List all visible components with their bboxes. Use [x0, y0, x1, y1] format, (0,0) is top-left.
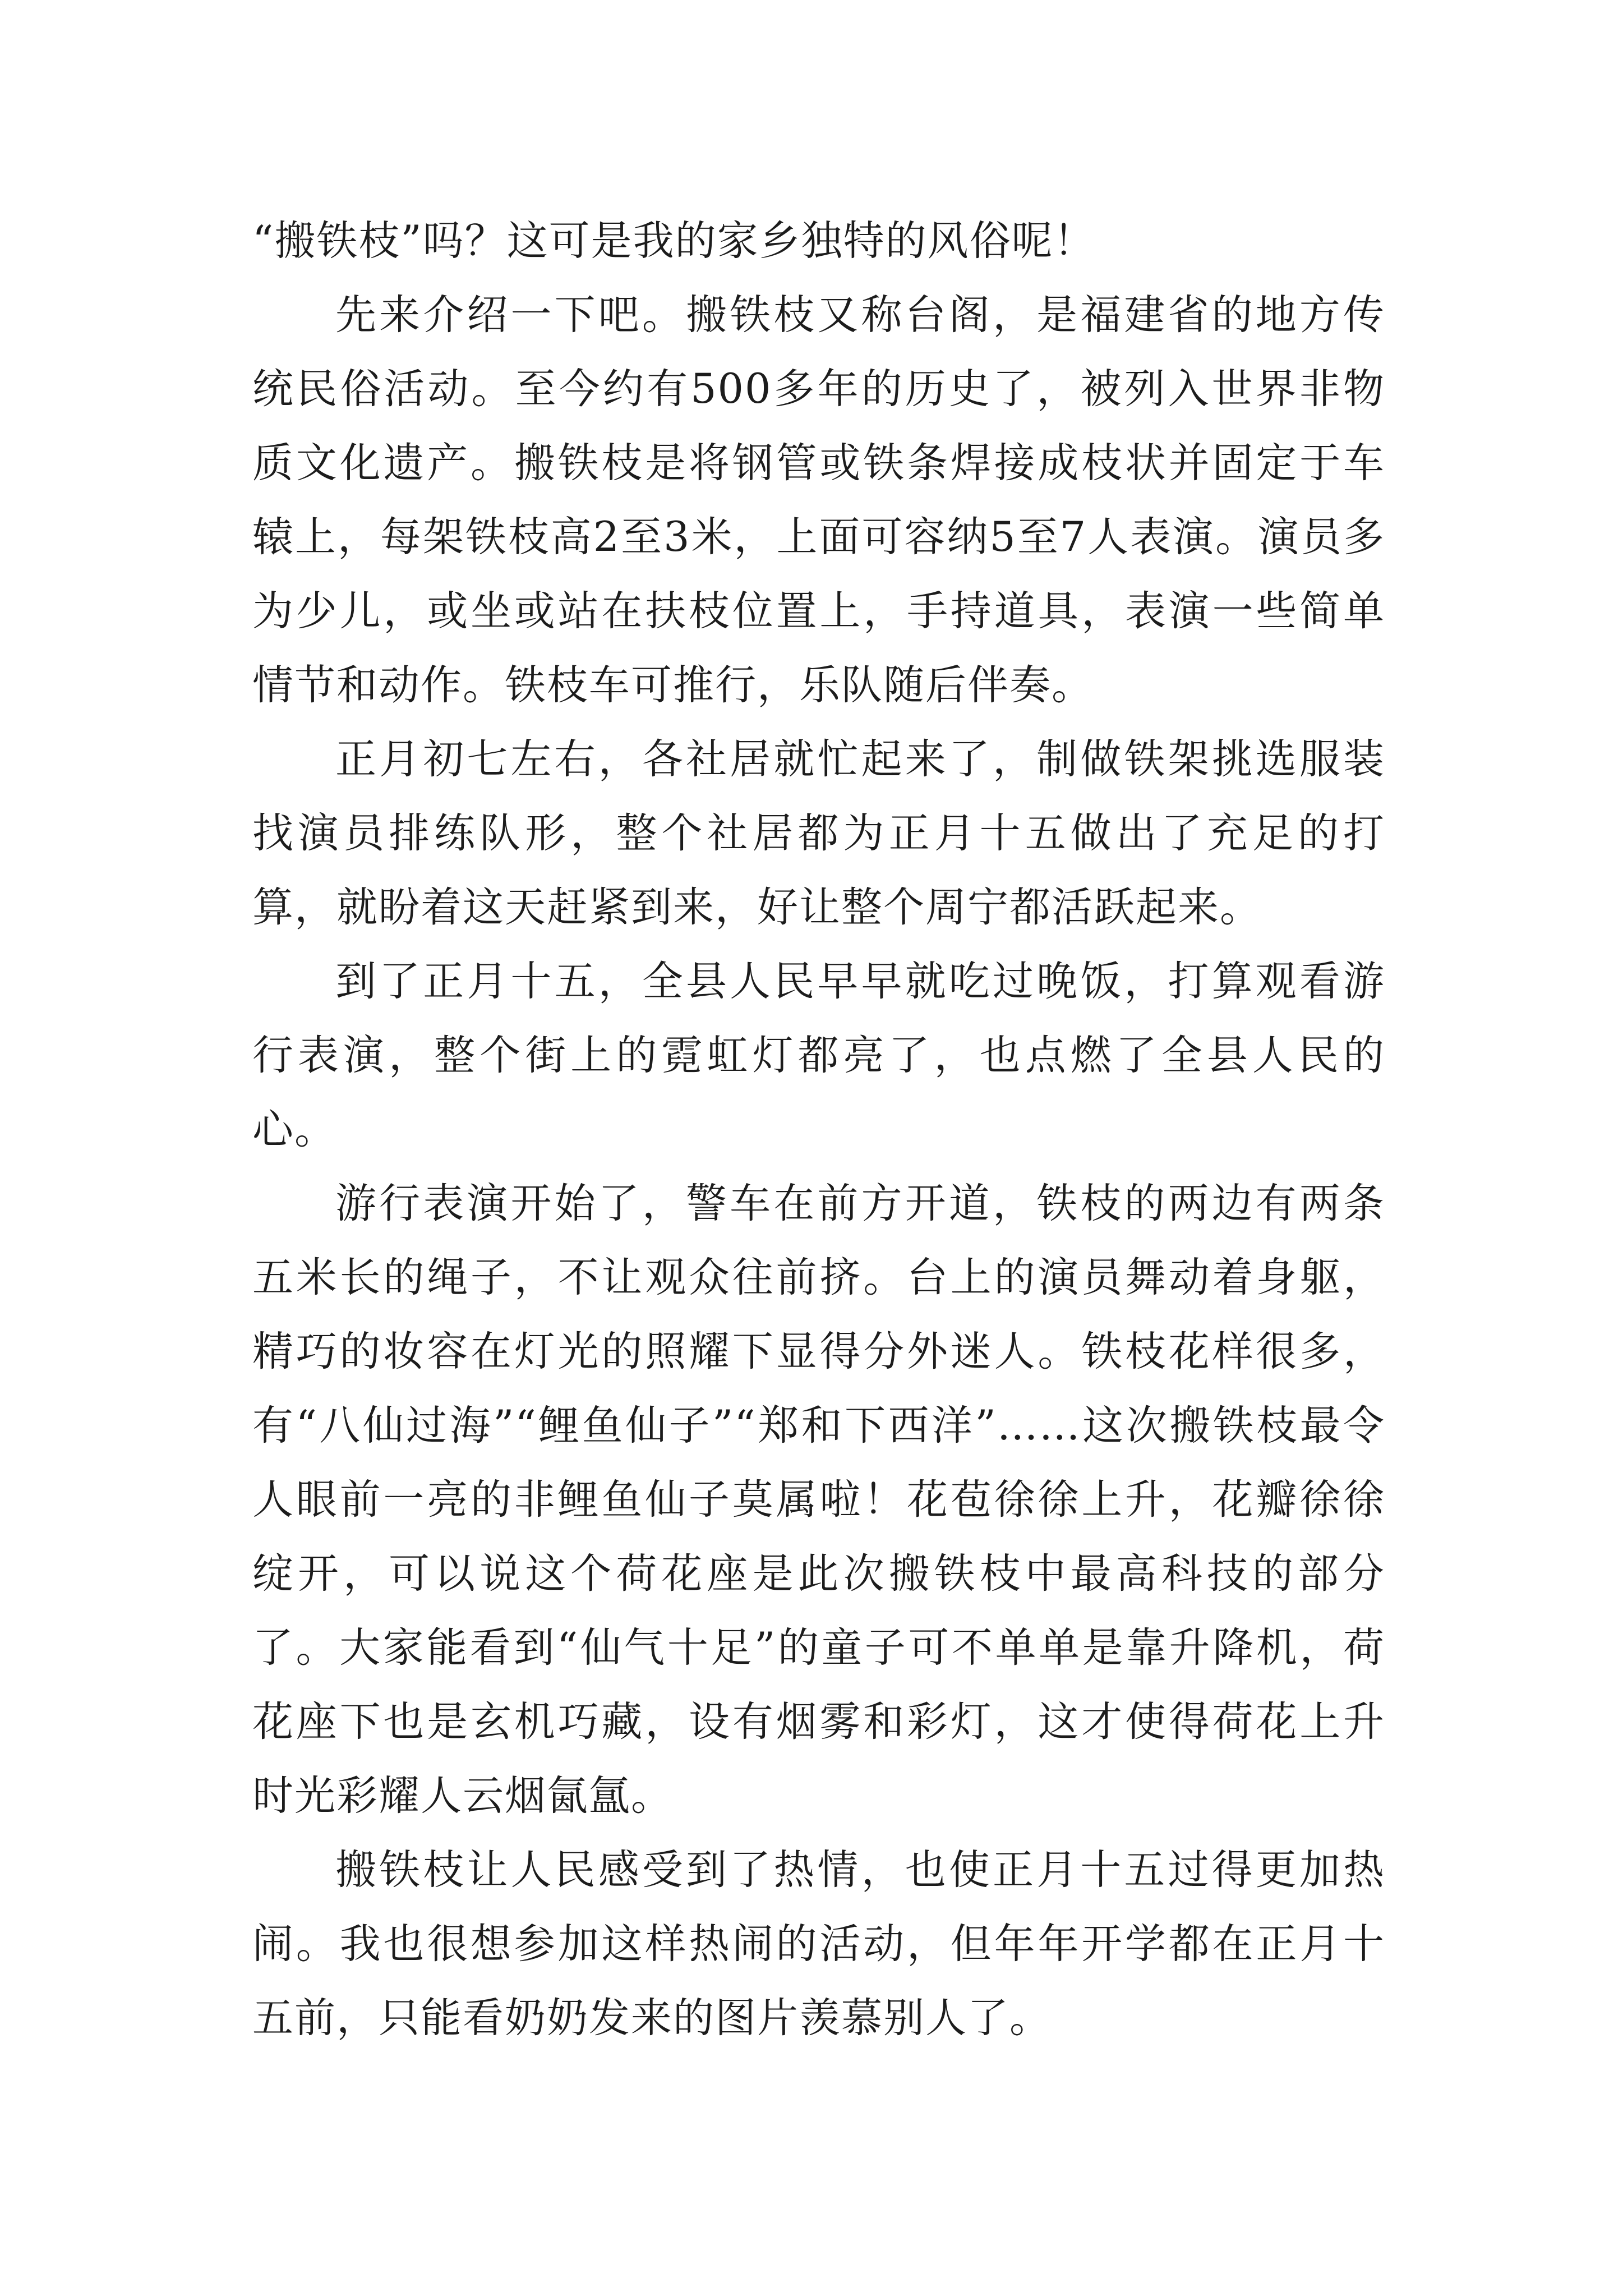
paragraph-1: “搬铁枝”吗？这可是我的家乡独特的风俗呢！	[252, 217, 1096, 265]
paragraph-2: 先来介绍一下吧。搬铁枝又称台阁，是福建省的地方传统民俗活动。至今约有500多年的历史了，被列入世界非物质文化遗产。搬铁枝是将钢管或铁条焊接成枝状并固定于车辕上，每架铁枝高2至3米，上面可容纳5至7人表演。演员多为少儿，或坐或站在扶枝位置上，手持道具，表演一些简单情节和动作。铁枝车可推行，乐队随后伴奏。	[252, 291, 1385, 709]
paragraph-5: 游行表演开始了，警车在前方开道，铁枝的两边有两条五米长的绳子，不让观众往前挤。台上的演员舞动着身躯，精巧的妆容在灯光的照耀下显得分外迷人。铁枝花样很多，有“八仙过海”“鲤鱼仙子”“郑和下西洋”……这次搬铁枝最令人眼前一亮的非鲤鱼仙子莫属啦！花苞徐徐上升，花瓣徐徐绽开，可以说这个荷花座是此次搬铁枝中最高科技的部分了。大家能看到“仙气十足”的童子可不单单是靠升降机，荷花座下也是玄机巧藏，设有烟雾和彩灯，这才使得荷花上升时光彩耀人云烟氤氲。	[252, 1180, 1385, 1820]
paragraph-4: 到了正月十五，全县人民早早就吃过晚饭，打算观看游行表演，整个街上的霓虹灯都亮了，也点燃了全县人民的心。	[252, 958, 1385, 1153]
paragraph-3: 正月初七左右，各社居就忙起来了，制做铁架挑选服装找演员排练队形，整个社居都为正月十五做出了充足的打算，就盼着这天赶紧到来，好让整个周宁都活跃起来。	[252, 735, 1385, 931]
article-body	[252, 204, 1385, 2055]
paragraph-6: 搬铁枝让人民感受到了热情，也使正月十五过得更加热闹。我也很想参加这样热闹的活动，但年年开学都在正月十五前，只能看奶奶发来的图片羡慕别人了。	[252, 1846, 1385, 2042]
